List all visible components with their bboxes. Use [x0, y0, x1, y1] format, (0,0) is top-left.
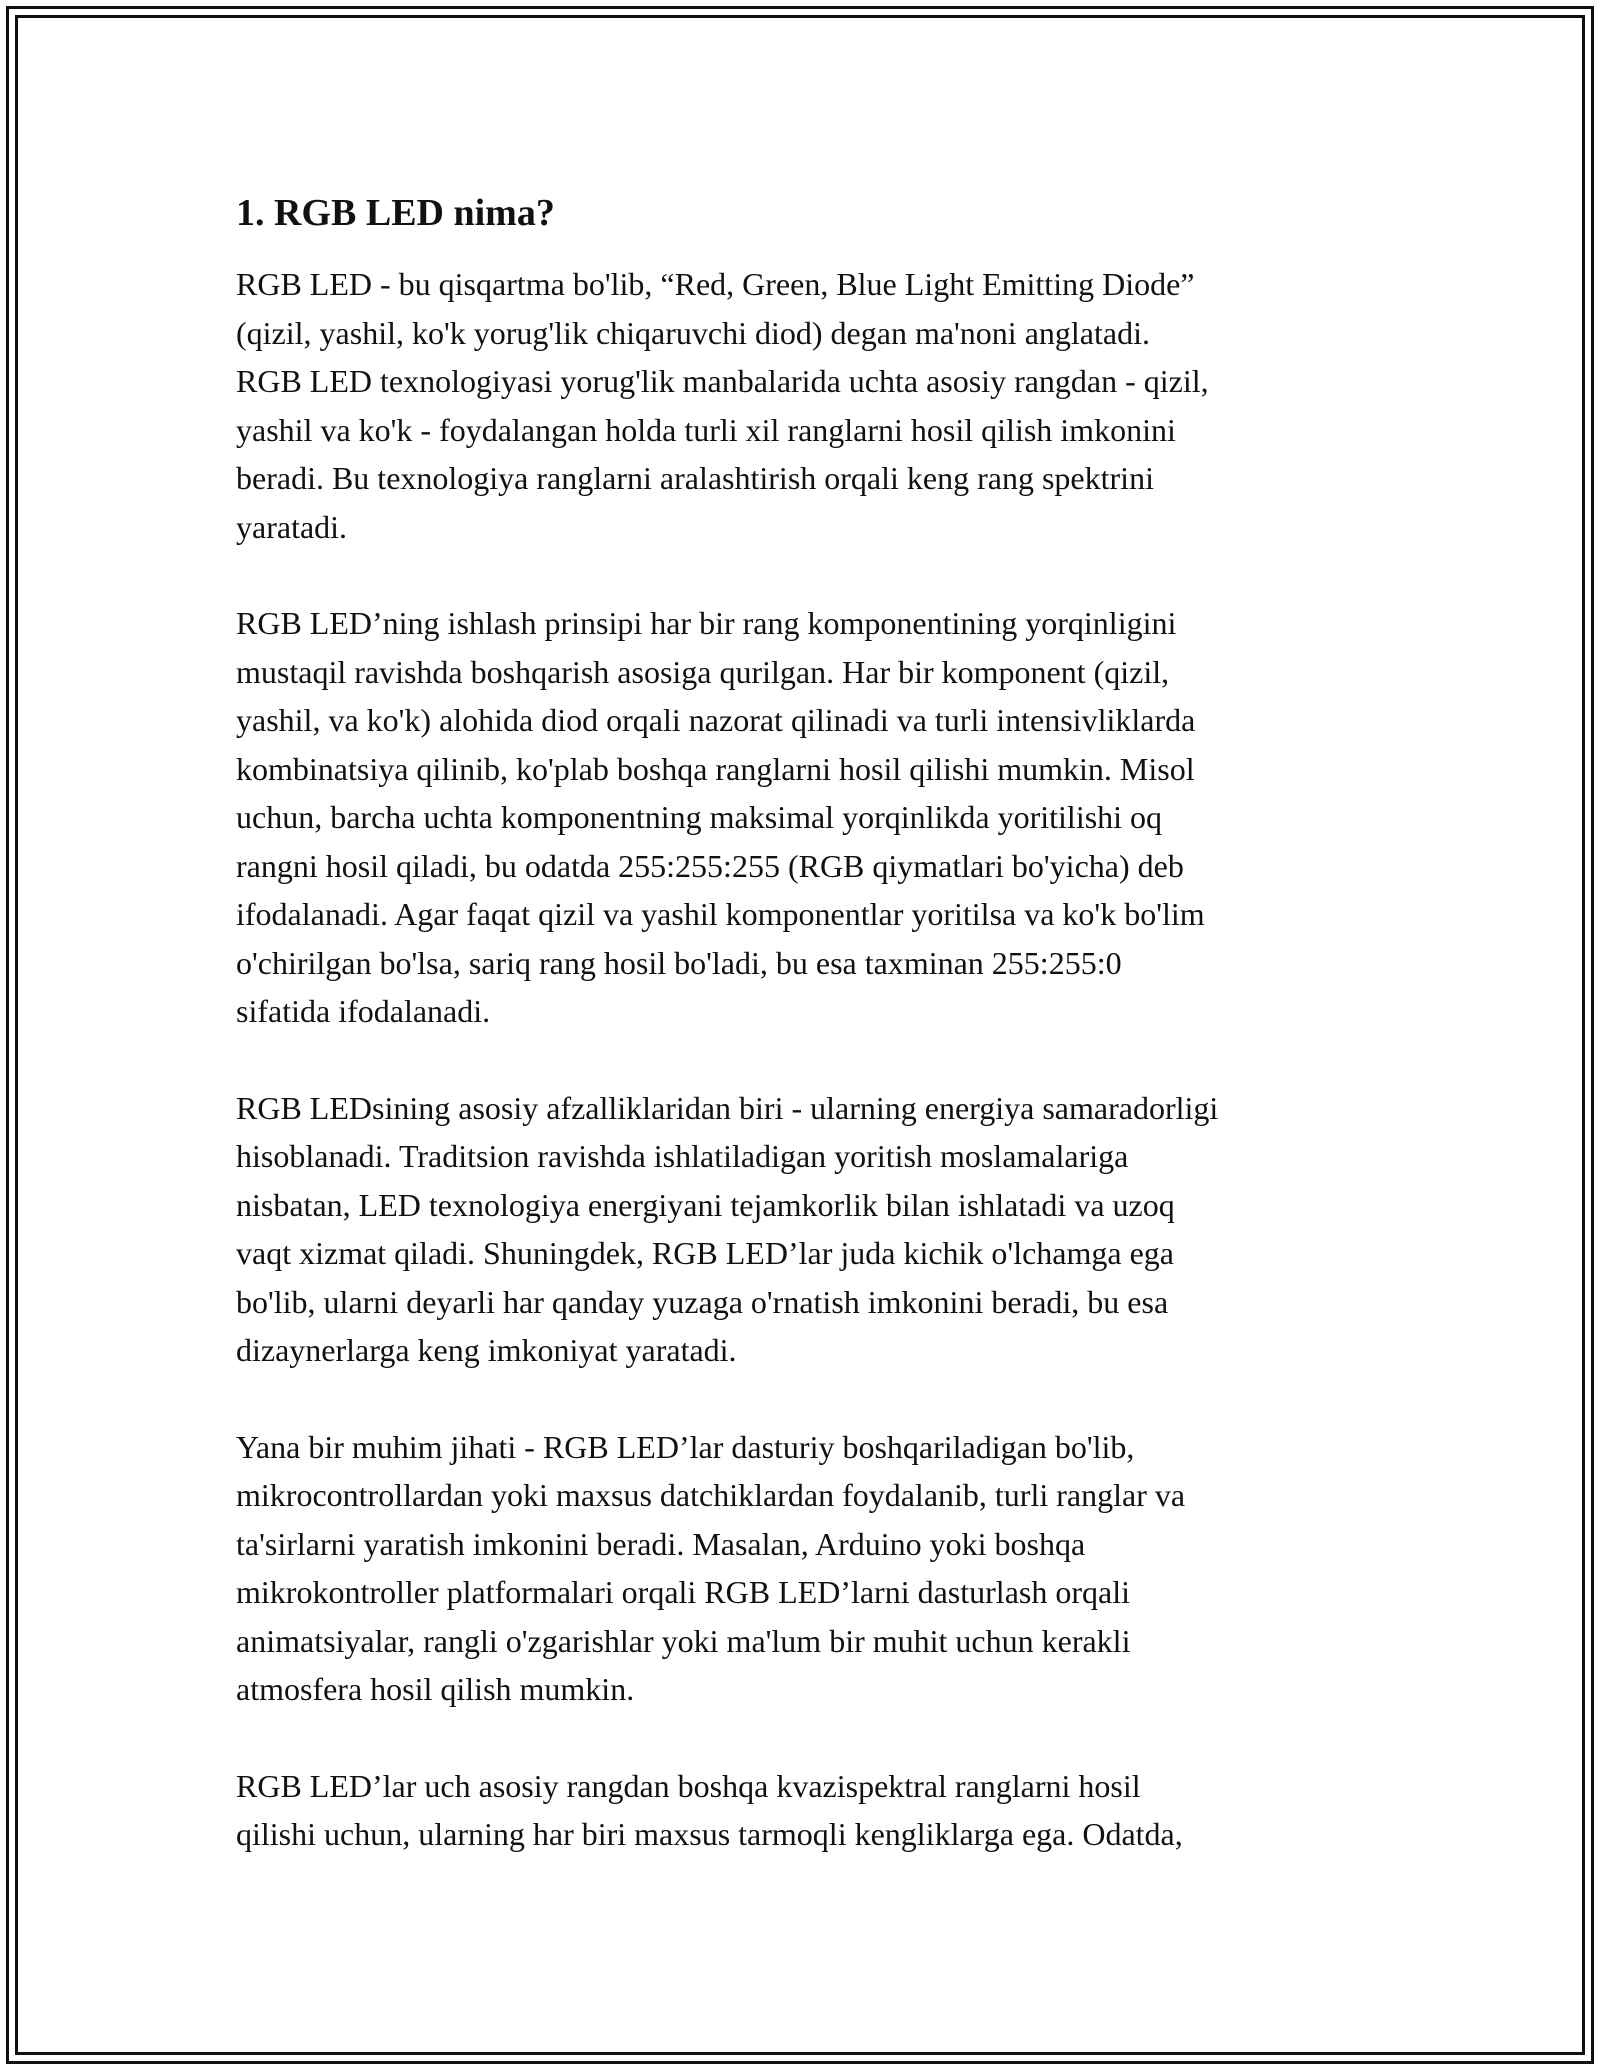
section-heading: 1. RGB LED nima?: [236, 192, 555, 234]
paragraph-3: RGB LEDsining asosiy afzalliklaridan biri - ularning energiya samaradorligi hisoblanadi. Traditsion ravishda ishlatiladigan yoritish moslamalariga nisbatan, LED texnologiya energiyani tejamkorlik bilan ishlatadi va uzoq vaqt xizmat qiladi. Shuningdek, RGB LED’lar juda kichik o'lchamga ega bo'lib, ularni deyarli har qanday yuzaga o'rnatish imkonini beradi, bu esa dizaynerlarga keng imkoniyat yaratadi.: [236, 1089, 1219, 1368]
document-body: [236, 188, 1376, 1907]
paragraph-1: RGB LED - bu qisqartma bo'lib, “Red, Green, Blue Light Emitting Diode” (qizil, yashil, ko'k yorug'lik chiqaruvchi diod) degan ma'noni anglatadi. RGB LED texnologiyasi yorug'lik manbalarida uchta asosiy rangdan - qizil, yashil va ko'k - foydalangan holda turli xil ranglarni hosil qilish imkonini beradi. Bu texnologiya ranglarni aralashtirish orqali keng rang spektrini yaratadi.: [236, 266, 1209, 545]
paragraph-5: RGB LED’lar uch asosiy rangdan boshqa kvazispektral ranglarni hosil qilishi uchun, ularning har biri maxsus tarmoqli kengliklarga ega. Odatda,: [236, 1767, 1183, 1852]
paragraph-4: Yana bir muhim jihati - RGB LED’lar dasturiy boshqariladigan bo'lib, mikrocontrollardan yoki maxsus datchiklardan foydalanib, turli ranglar va ta'sirlarni yaratish imkonini beradi. Masalan, Arduino yoki boshqa mikrokontroller platformalari orqali RGB LED’larni dasturlash orqali animatsiyalar, rangli o'zgarishlar yoki ma'lum bir muhit uchun kerakli atmosfera hosil qilish mumkin.: [236, 1428, 1186, 1707]
paragraph-2: RGB LED’ning ishlash prinsipi har bir rang komponentining yorqinligini mustaqil ravishda boshqarish asosiga qurilgan. Har bir komponent (qizil, yashil, va ko'k) alohida diod orqali nazorat qilinadi va turli intensivliklarda kombinatsiya qilinib, ko'plab boshqa ranglarni hosil qilishi mumkin. Misol uchun, barcha uchta komponentning maksimal yorqinlikda yoritilishi oq rangni hosil qiladi, bu odatda 255:255:255 (RGB qiymatlari bo'yicha) deb ifodalanadi. Agar faqat qizil va yashil komponentlar yoritilsa va ko'k bo'lim o'chirilgan bo'lsa, sariq rang hosil bo'ladi, bu esa taxminan 255:255:0 sifatida ifodalanadi.: [236, 605, 1205, 1029]
